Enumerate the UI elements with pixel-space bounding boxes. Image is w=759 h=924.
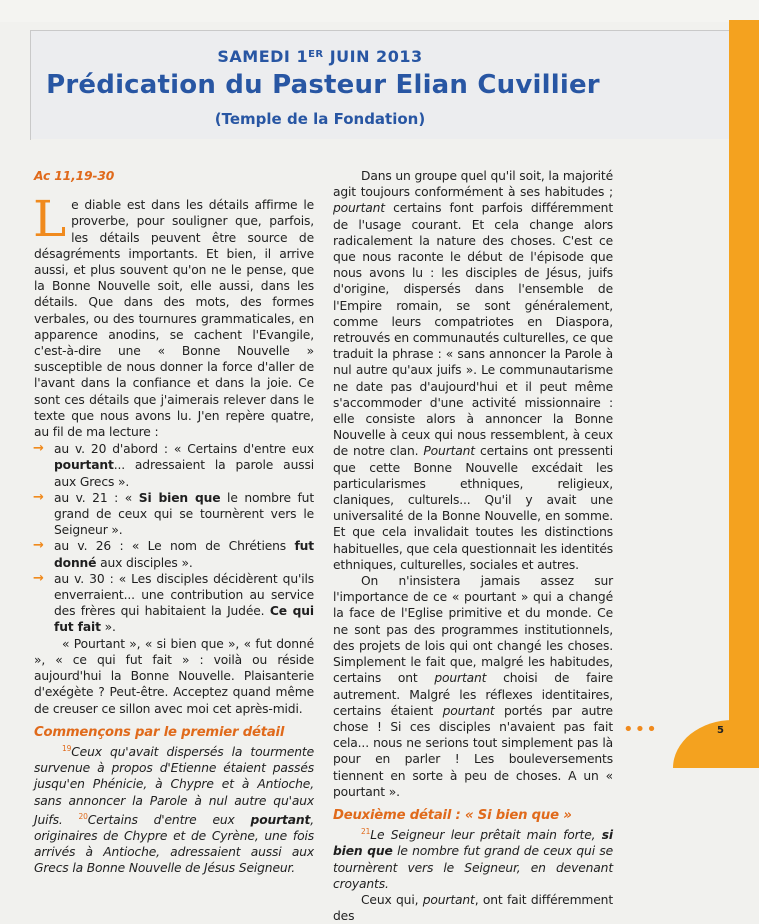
arrow-bullet-icon: → [33, 489, 44, 505]
arrow-bullet-icon: → [33, 538, 44, 554]
bible-reference: Ac 11,19-30 [34, 169, 115, 183]
paragraph-1: Dans un groupe quel qu'il soit, la majorité agit toujours conformément à ses habitudes ; pourtant certains font parfois différemment de l'usage courant. Et cela change alors radicalement la nature des choses. C'est ce que nous raconte le début de l'épisode que nous avons lu : les disciples de Jésus, juifs d'origine, dispersés dans l'ensemble de l'Empire romain, se sont généralement, comme leurs compatriotes en Diaspora, retrouvés en communautés culturelles, ce que traduit la phrase : « sans annoncer la Parole à nul autre qu'aux juifs ». Le communautarisme ne date pas d'aujourd'hui et il peut même s'accommoder d'une activité missionnaire : elle consiste alors à annoncer la Bonne Nouvelle à ceux qui nous ressemblent, à ceux de notre clan. Pourtant certains ont pressenti que cette Bonne Nouvelle excédait les particularismes ethniques, religieux, claniques, culturels... Qu'il y avait une universalité de la Bonne Nouvelle, en somme. Et que cela invalidait toutes les distinctions habituelles, que cela questionnait les identités ethniques, culturelles, sociales et autres. [333, 169, 613, 572]
list-item: → au v. 21 : « Si bien que le nombre fut grand de ceux qui se tournèrent vers le Seigneur ». [33, 489, 314, 538]
paragraph-3: Ceux qui, pourtant, ont fait différemment des [333, 892, 613, 924]
orange-corner-shape [673, 720, 733, 768]
scripture-quote: $^{21}$Le Seigneur leur prêtait main forte, si bien que le nombre fut grand de ceux qui se tournèrent vers le Seigneur, en devenant croyants. [333, 827, 613, 891]
paragraph-2: On n'insistera jamais assez sur l'importance de ce « pourtant » qui a changé la face de l'Eglise primitive et du monde. Ce ne sont pas des programmes institutionnels, des projets de lois qui ont changé les choses. Simplement le fait que, malgré les habitudes, certains ont pourtant choisi de faire autrement. Malgré les réflexes identitaires, certains étaient pourtant portés par autre chose ! Si ces disciples n'avaient pas fait cela... nous ne serions tout simplement pas là pour en parler ! Les bouleversements tiennent en sorte à peu de choses. A un « pourtant ». [333, 574, 613, 799]
list-item: → au v. 26 : « Le nom de Chrétiens fut donné aux disciples ». [33, 538, 314, 570]
details-list [34, 441, 314, 635]
section-heading-first-detail: Commençons par le premier détail [34, 724, 285, 740]
sermon-date: SAMEDI 1ER JUIN 2013 [217, 47, 423, 66]
right-column [333, 168, 613, 924]
arrow-bullet-icon: → [33, 570, 44, 586]
page-subtitle: (Temple de la Fondation) [214, 110, 426, 128]
after-list-paragraph: « Pourtant », « si bien que », « fut donné », « ce qui fut fait » : voilà ou réside aujourd'hui la Bonne Nouvelle. Plaisanterie d'exégète ? Peut-être. Acceptez quand même de creuser ce sillon avec moi cet après-midi. [34, 636, 314, 716]
drop-cap: L [33, 190, 67, 249]
scripture-quote: $^{19}$Ceux qu'avait dispersés la tourmente survenue à propos d'Etienne étaient passés jusqu'en Phénicie, à Chypre et à Antioche, sans annoncer la Parole à nul autre qu'aux Juifs. $^{20}$Certains d'entre eux pourtant, originaires de Chypre et de Cyrène, une fois arrivés à Antioche, adressaient aussi aux Grecs la Bonne Nouvelle de Jésus Seigneur. [34, 743, 314, 876]
list-item: → au v. 30 : « Les disciples décidèrent qu'ils enverraient... une contribution au service des frères qui habitaient la Judée. Ce qui fut fait ». [33, 570, 314, 635]
section-heading-second-detail: Deuxième détail : « Si bien que » [333, 807, 572, 823]
header-frame-top [30, 30, 740, 31]
orange-side-bar [729, 20, 759, 768]
page-number: 5 [717, 725, 724, 736]
intro-paragraph: Le diable est dans les détails affirme le proverbe, pour souligner que, parfois, les détails peuvent être source de désagréments importants. Et bien, il arrive aussi, et plus souvent qu'on ne le pense, que la Bonne Nouvelle soit, elle aussi, dans les détails. Que dans des mots, des formes verbales, ou des tournures grammaticales, en apparence anodins, se cachent l'Evangile, c'est-à-dire une « Bonne Nouvelle » susceptible de nous donner la force d'aller de l'avant dans la confiance et dans la joie. Ce sont ces détails que j'aimerais relever dans le texte que nous avons lu. J'en repère quatre, au fil de ma lecture : [33, 190, 314, 440]
list-item: → au v. 20 d'abord : « Certains d'entre eux pourtant... adressaient la parole aussi aux Grecs ». [33, 441, 314, 489]
page-title: Prédication du Pasteur Elian Cuvillier [46, 70, 600, 100]
top-band [0, 0, 759, 22]
arrow-bullet-icon: → [33, 441, 44, 457]
continuation-dots-icon: ••• [623, 719, 658, 740]
left-column [34, 168, 314, 877]
